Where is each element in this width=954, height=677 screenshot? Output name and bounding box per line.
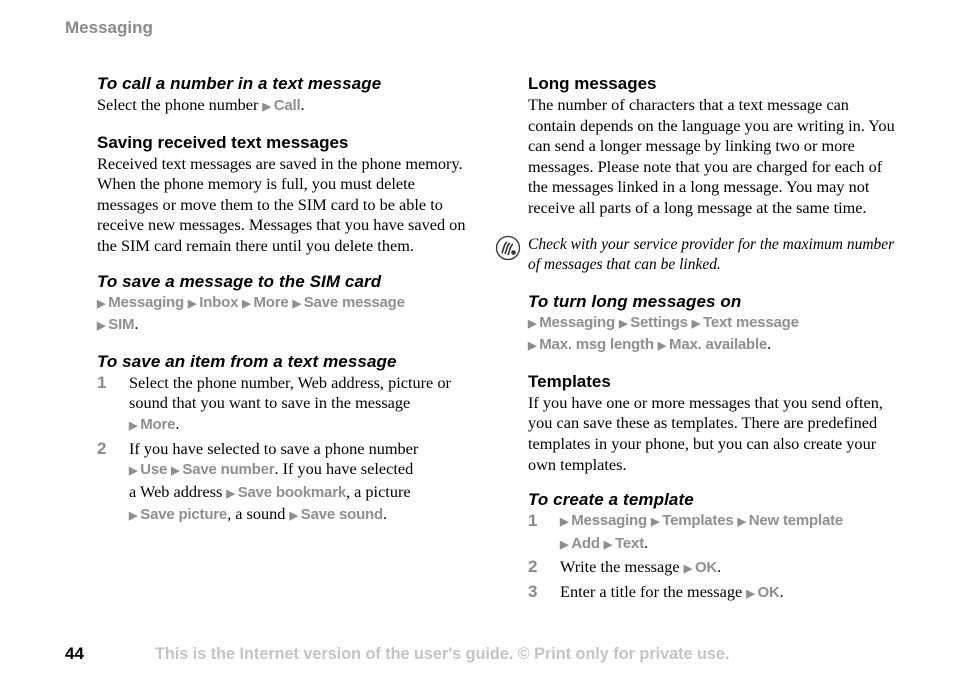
nav-arrow-icon: ▶	[650, 516, 660, 529]
nav-path-ok	[684, 559, 717, 576]
heading-save-item: To save an item from a text message	[97, 351, 397, 371]
turn-on-end: .	[767, 334, 772, 354]
call-end: .	[300, 95, 305, 114]
step-2-mid-3: , a picture	[345, 481, 411, 501]
nav-arrow-icon: ▶	[292, 297, 301, 310]
footer-notice: This is the Internet version of the user's guide. © Print only for private use.	[155, 645, 730, 663]
create-step-2-end: .	[717, 557, 722, 577]
step-number: 2	[528, 557, 538, 577]
nav-path-ok	[746, 584, 779, 601]
long-messages-body: The number of characters that a text message can contain depends on the language you are writing in. You can send a longer message by linking two or more messages. Please note that you are charged for each of the messages linked in a long message. You may not receive all parts of a long message at the same time.	[528, 95, 895, 217]
nav-menu-item: More	[140, 415, 176, 433]
nav-menu-item: Max. msg length	[539, 336, 654, 354]
nav-menu-item: Save picture	[140, 506, 228, 524]
nav-arrow-icon: ▶	[528, 317, 537, 330]
step-1-end: .	[175, 413, 180, 433]
nav-arrow-icon: ▶	[187, 297, 197, 310]
heading-create-template: To create a template	[528, 490, 694, 510]
nav-arrow-icon: ▶	[129, 419, 138, 432]
heading-long-messages: Long messages	[528, 74, 657, 93]
create-step-3	[528, 582, 900, 605]
create-step-3-text: Enter a title for the message	[560, 581, 743, 601]
nav-menu-item: New template	[748, 512, 844, 530]
nav-arrow-icon: ▶	[746, 587, 755, 600]
step-number: 1	[528, 511, 538, 531]
save-item-step-1	[97, 373, 469, 437]
nav-path-more	[129, 416, 175, 433]
nav-arrow-icon: ▶	[560, 516, 569, 529]
nav-menu-item: Messaging	[539, 313, 615, 331]
nav-menu-item: Use	[140, 461, 168, 479]
nav-arrow-icon: ▶	[97, 320, 106, 333]
heading-saving-received: Saving received text messages	[97, 132, 349, 152]
nav-arrow-icon: ▶	[242, 297, 251, 310]
nav-path-save-picture	[129, 506, 227, 523]
step-number: 2	[97, 438, 107, 458]
nav-arrow-icon: ▶	[683, 563, 692, 576]
nav-path-save-number	[129, 461, 274, 478]
nav-arrow-icon: ▶	[618, 317, 628, 330]
nav-path-call	[262, 97, 300, 114]
nav-menu-item: Add	[571, 534, 600, 552]
heading-turn-long-on: To turn long messages on	[528, 291, 742, 311]
nav-menu-item: Templates	[662, 512, 734, 530]
call-text: Select the phone number	[97, 95, 259, 114]
nav-path-add-text	[560, 535, 644, 552]
nav-arrow-icon: ▶	[737, 516, 746, 529]
nav-menu-item: Save message	[303, 293, 405, 311]
call-instruction	[97, 95, 469, 118]
step-2-mid-4: , a sound	[227, 504, 286, 524]
nav-menu-item: Save sound	[300, 506, 383, 524]
nav-menu-item: OK	[694, 559, 718, 577]
nav-path-new-template	[560, 511, 900, 533]
turn-on-instruction	[528, 313, 900, 357]
nav-path-turn-on-1	[528, 313, 900, 335]
note-block	[528, 235, 900, 275]
nav-menu-item: Messaging	[571, 512, 647, 530]
step-number: 1	[97, 372, 107, 392]
nav-menu-item: Text	[615, 534, 644, 552]
create-step-1-end: .	[644, 532, 649, 552]
left-column	[97, 73, 469, 527]
nav-arrow-icon: ▶	[226, 487, 235, 500]
step-2-text: If you have selected to save a phone number	[129, 438, 419, 458]
step-2-mid-1: . If you have selected	[274, 459, 414, 479]
nav-menu-item: More	[253, 293, 289, 311]
nav-arrow-icon: ▶	[129, 465, 138, 478]
nav-arrow-icon: ▶	[560, 538, 569, 551]
nav-menu-item: Text message	[703, 313, 799, 331]
save-sim-end: .	[134, 314, 139, 334]
nav-menu-item: Max. available	[669, 336, 768, 354]
nav-arrow-icon: ▶	[528, 340, 537, 353]
saving-body: Received text messages are saved in the phone memory. When the phone memory is full, you must delete messages or move them to the SIM card to be able to receive new messages. Messages that you have saved on the SIM card remain there until you delete them.	[97, 153, 466, 255]
save-sim-instruction	[97, 293, 469, 337]
heading-templates: Templates	[528, 371, 611, 391]
nav-menu-item: Inbox	[199, 293, 239, 311]
create-step-3-end: .	[779, 581, 784, 601]
step-1-text: Select the phone number, Web address, picture or sound that you want to save in the message	[129, 372, 451, 413]
nav-menu-item: SIM	[108, 316, 135, 334]
step-number: 3	[528, 581, 538, 601]
page-number: 44	[65, 644, 84, 663]
step-2-end: .	[382, 504, 388, 524]
nav-path-save-sim-1	[97, 293, 469, 315]
nav-arrow-icon: ▶	[97, 297, 106, 310]
nav-arrow-icon: ▶	[657, 340, 667, 353]
nav-menu-item: Messaging	[108, 293, 184, 311]
nav-path-save-sound	[290, 506, 383, 523]
nav-arrow-icon: ▶	[289, 510, 298, 523]
nav-path-turn-on-2	[528, 336, 767, 353]
heading-save-to-sim: To save a message to the SIM card	[97, 271, 382, 291]
nav-path-save-bookmark	[226, 484, 346, 501]
nav-menu-item: Save bookmark	[237, 483, 346, 501]
create-step-1	[528, 511, 900, 555]
section-header: Messaging	[65, 18, 153, 37]
step-2-mid-2: a Web address	[129, 481, 223, 501]
nav-arrow-icon: ▶	[129, 510, 138, 523]
heading-call-number: To call a number in a text message	[97, 74, 382, 93]
nav-arrow-icon: ▶	[171, 465, 180, 478]
nav-menu-item: Call	[273, 97, 301, 114]
info-note-icon	[495, 235, 521, 261]
nav-menu-item: OK	[757, 583, 780, 601]
right-column	[528, 73, 900, 605]
nav-menu-item: Save number	[182, 461, 275, 479]
note-text: Check with your service provider for the maximum number of messages that can be linked.	[528, 235, 895, 273]
nav-arrow-icon: ▶	[262, 101, 271, 113]
nav-arrow-icon: ▶	[691, 317, 701, 330]
save-item-step-2	[97, 439, 469, 527]
templates-body: If you have one or more messages that you send often, you can save these as templates. There are predefined templates in your phone, but you can also create your own templates.	[528, 392, 883, 474]
nav-arrow-icon: ▶	[603, 538, 613, 551]
nav-path-save-sim-2	[97, 316, 134, 333]
nav-menu-item: Settings	[630, 313, 688, 331]
create-step-2-text: Write the message	[560, 557, 680, 577]
create-step-2	[528, 557, 900, 580]
